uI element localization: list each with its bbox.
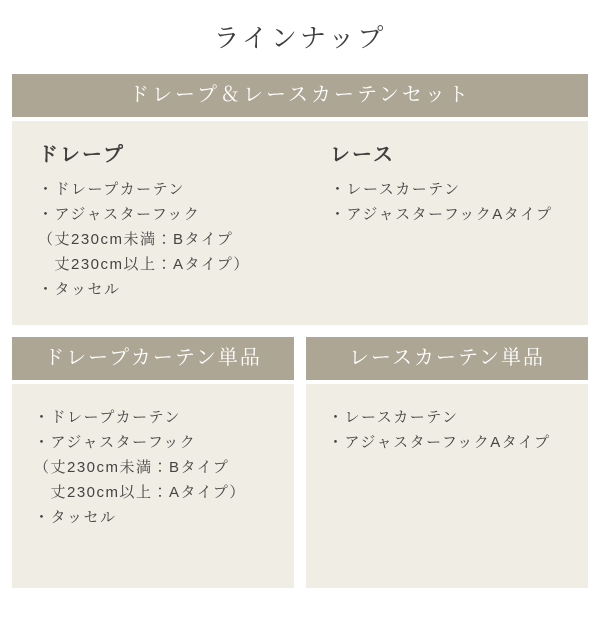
drape-single-list [34,405,294,530]
drape-column [12,121,330,325]
drape-single-header-bar: ドレープカーテン単品 [12,337,294,380]
lace-single-panel [306,384,588,588]
drape-column-list [38,177,330,302]
set-section-panel [12,121,588,325]
list-item: ・タッセル [34,509,117,526]
drape-column-heading: ドレープ [38,144,125,166]
list-item: 丈230cm以上：Aタイプ） [34,484,246,501]
list-item: ・タッセル [38,281,121,298]
list-item: ・アジャスターフック [34,434,197,451]
set-section-header-bar: ドレープ＆レースカーテンセット [12,74,588,117]
lineup-page [0,22,600,622]
lace-column [330,121,588,325]
list-item: ・アジャスターフックAタイプ [328,434,551,451]
set-section [12,74,588,325]
drape-single-panel [12,384,294,588]
list-item: ・アジャスターフックAタイプ [330,206,553,223]
lace-single-section [306,337,588,588]
list-item: （丈230cm未満：Bタイプ [38,231,234,248]
lace-column-list [330,177,588,227]
list-item: ・レースカーテン [330,181,461,198]
list-item: ・アジャスターフック [38,206,201,223]
list-item: （丈230cm未満：Bタイプ [34,459,230,476]
lace-single-list [328,405,588,455]
list-item: ・ドレープカーテン [38,181,185,198]
page-title: ラインナップ [213,23,387,53]
single-sections-row [12,337,588,588]
lace-column-heading: レース [330,144,395,166]
content-area [12,74,588,588]
list-item: ・レースカーテン [328,409,459,426]
lace-single-header-bar: レースカーテン単品 [306,337,588,380]
list-item: 丈230cm以上：Aタイプ） [38,256,250,273]
list-item: ・ドレープカーテン [34,409,181,426]
drape-single-section [12,337,294,588]
